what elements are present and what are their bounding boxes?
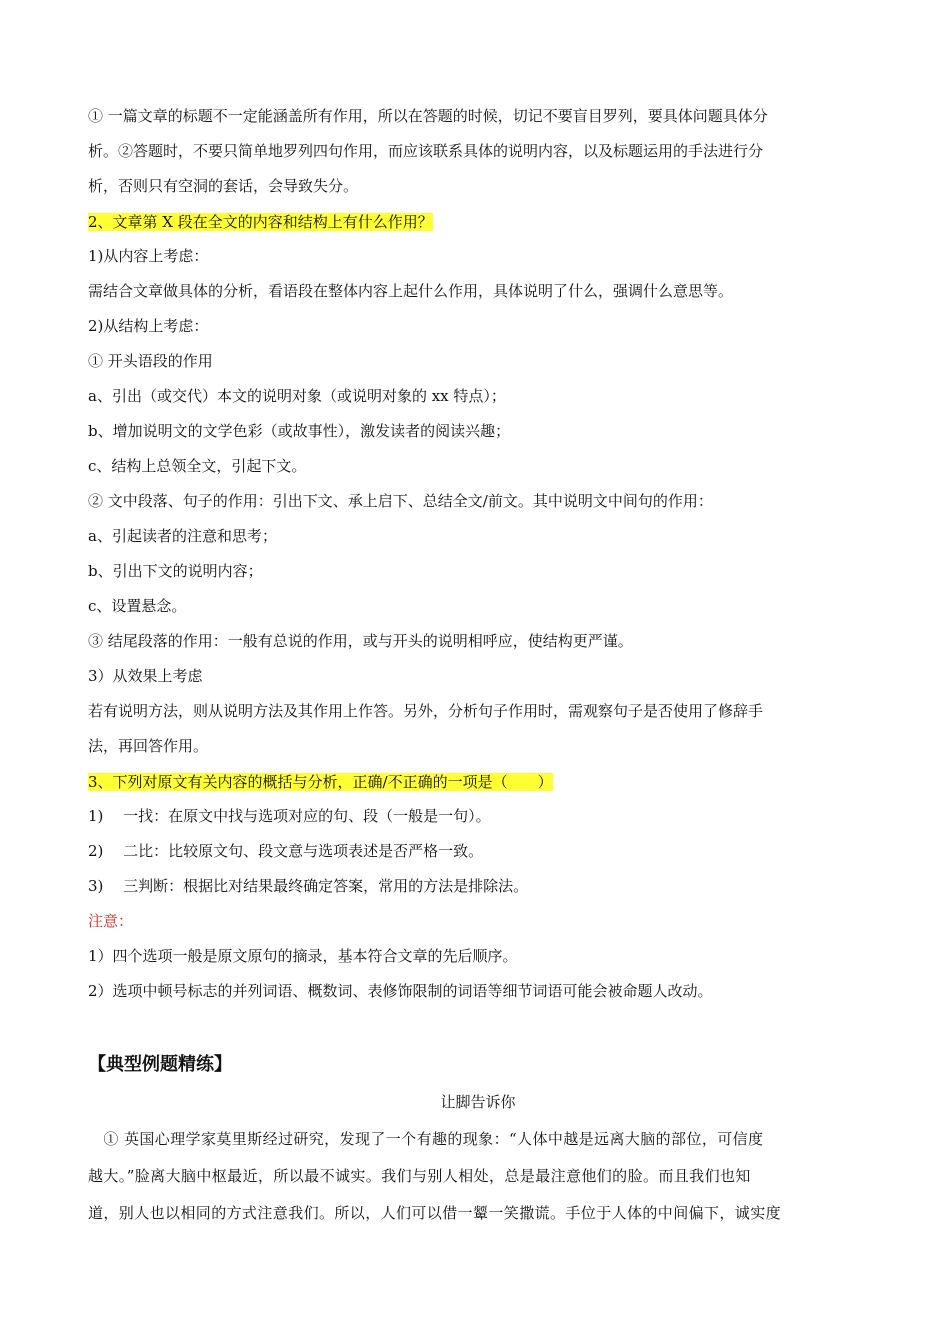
- article-title: 让脚告诉你: [440, 1093, 516, 1111]
- q2-opening-title: ① 开头语段的作用: [88, 352, 213, 370]
- q2-opening-item-b: b、增加说明文的文学色彩（或故事性），激发读者的阅读兴趣；: [88, 422, 511, 440]
- q2-middle-item-b: b、引出下文的说明内容；: [88, 562, 263, 580]
- q2-content-text: 需结合文章做具体的分析，看语段在整体内容上起什么作用，具体说明了什么，强调什么意思等。: [88, 282, 734, 300]
- q3-note-label: 注意：: [88, 912, 134, 930]
- q2-effect-text-2: 法，再回答作用。: [88, 737, 209, 755]
- article-line-2: 越大。”脸离大脑中枢最近，所以最不诚实。我们与别人相处，总是最注意他们的脸。而且我们也知: [88, 1167, 751, 1185]
- q2-opening-item-c: c、结构上总领全文，引起下文。: [88, 457, 307, 475]
- q3-step-1: 1) 一找：在原文中找与选项对应的句、段（一般是一句）。: [88, 807, 491, 825]
- q3-heading: [88, 772, 553, 792]
- q2-middle-item-c: c、设置悬念。: [88, 597, 187, 615]
- q3-step-3: 3) 三判断：根据比对结果最终确定答案，常用的方法是排除法。: [88, 877, 529, 895]
- article-line-3: 道，别人也以相同的方式注意我们。所以，人们可以借一颦一笑撒谎。手位于人体的中间偏下，诚实度: [88, 1204, 782, 1222]
- q2-middle-title: ② 文中段落、句子的作用：引出下文、承上启下、总结全文/前文。其中说明文中间句的作用：: [88, 492, 713, 510]
- q2-effect-title: 3）从效果上考虑: [88, 667, 203, 685]
- q3-step-2: 2) 二比：比较原文句、段文意与选项表述是否严格一致。: [88, 842, 484, 860]
- intro-line-1: ① 一篇文章的标题不一定能涵盖所有作用，所以在答题的时候，切记不要盲目罗列，要具体问题具体分: [88, 107, 768, 125]
- q2-opening-item-a: a、引出（或交代）本文的说明对象（或说明对象的 xx 特点）；: [88, 387, 506, 405]
- q2-heading-text: 2、文章第 X 段在全文的内容和结构上有什么作用？: [88, 213, 433, 231]
- intro-line-3: 析，否则只有空洞的套话，会导致失分。: [88, 177, 359, 195]
- q2-ending: ③ 结尾段落的作用：一般有总说的作用，或与开头的说明相呼应，使结构更严谨。: [88, 632, 633, 650]
- q2-heading: [88, 212, 433, 232]
- q3-heading-text: 3、下列对原文有关内容的概括与分析，正确/不正确的一项是（ ）: [88, 773, 553, 791]
- q3-note-1: 1）四个选项一般是原文原句的摘录，基本符合文章的先后顺序。: [88, 947, 518, 965]
- article-line-1: ① 英国心理学家莫里斯经过研究，发现了一个有趣的现象：“人体中越是远离大脑的部位，可信度: [88, 1130, 764, 1148]
- q2-structure-title: 2)从结构上考虑：: [88, 317, 209, 335]
- intro-line-2: 析。②答题时，不要只简单地罗列四句作用，而应该联系具体的说明内容，以及标题运用的手法进行分: [88, 142, 764, 160]
- q2-effect-text-1: 若有说明方法，则从说明方法及其作用上作答。另外，分析句子作用时，需观察句子是否使用了修辞手: [88, 702, 764, 720]
- q3-note-2: 2）选项中顿号标志的并列词语、概数词、表修饰限制的词语等细节词语可能会被命题人改动。: [88, 982, 713, 1000]
- section-title: 【典型例题精练】: [88, 1054, 232, 1075]
- q2-middle-item-a: a、引起读者的注意和思考；: [88, 527, 277, 545]
- q2-content-title: 1)从内容上考虑：: [88, 247, 209, 265]
